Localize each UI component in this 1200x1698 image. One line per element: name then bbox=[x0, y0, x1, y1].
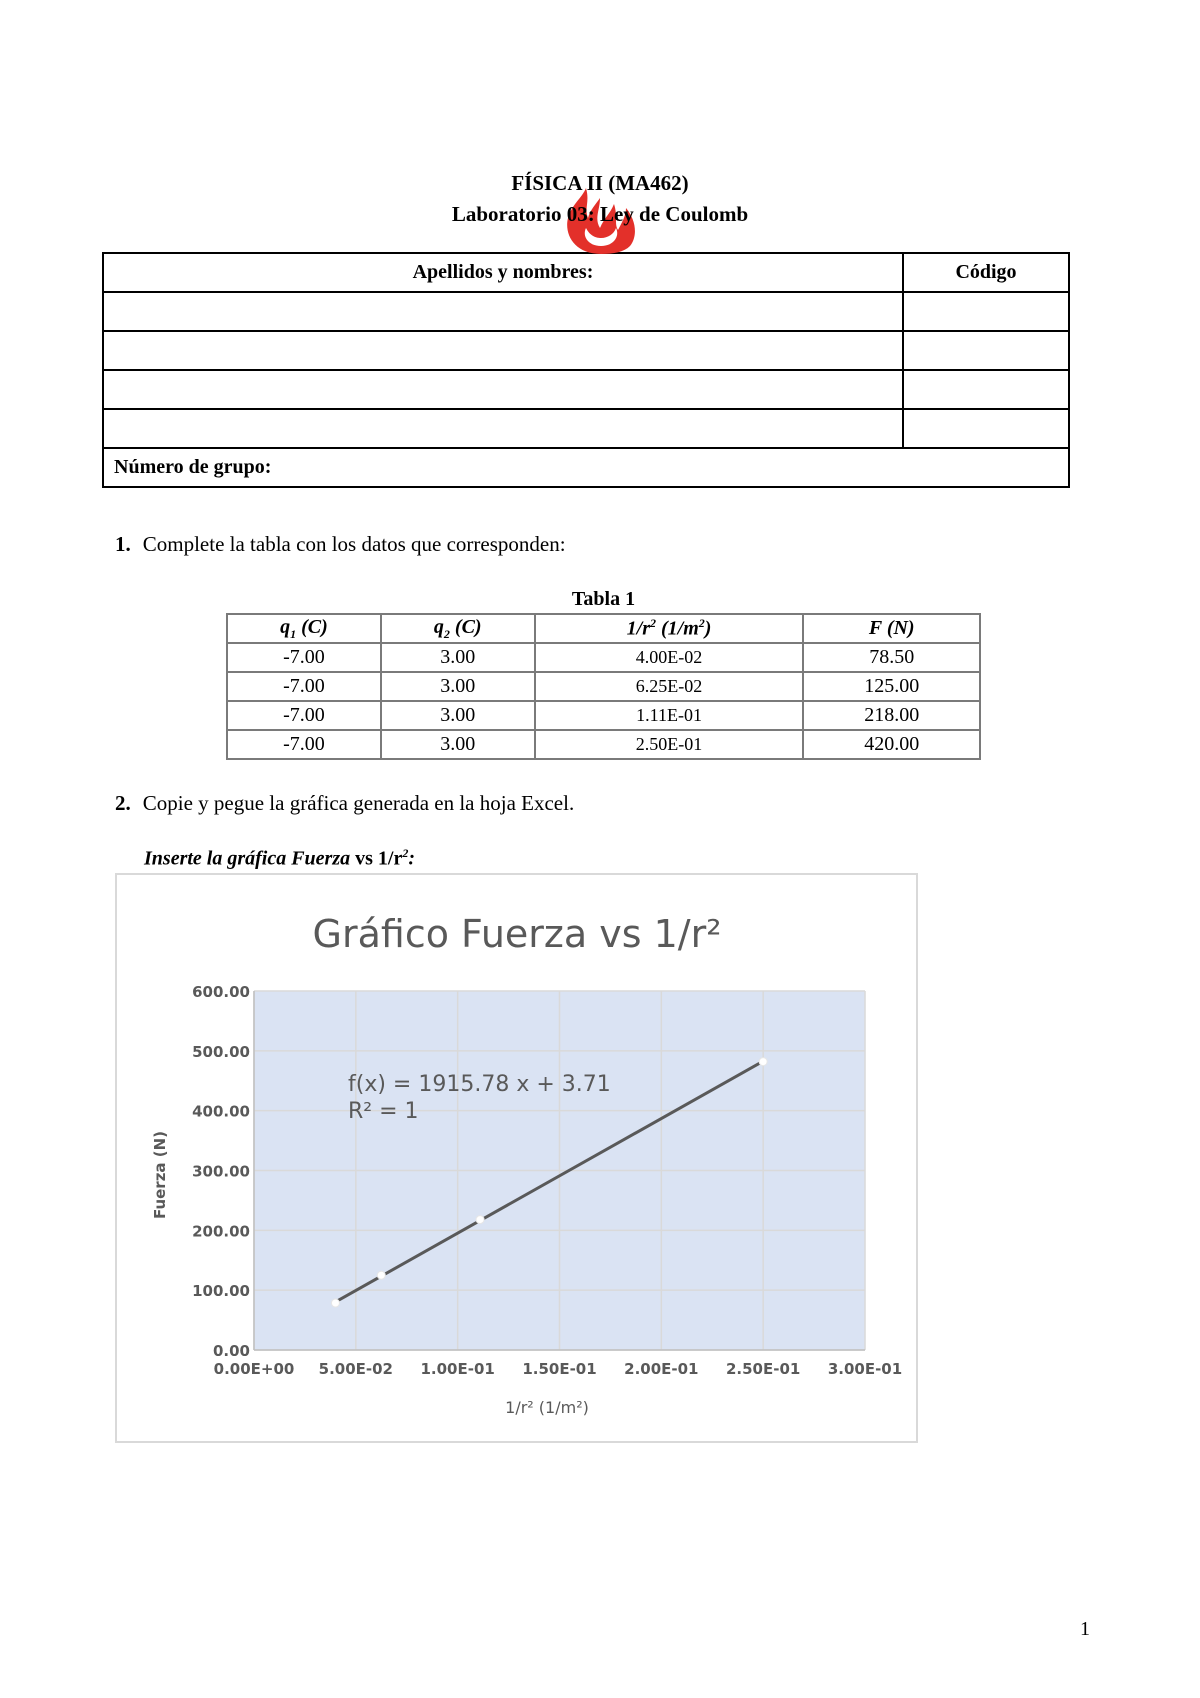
question-1-number: 1. bbox=[115, 532, 131, 556]
question-2 bbox=[115, 791, 574, 816]
inverse-r2-cell: 1.11E-01 bbox=[535, 701, 804, 730]
trendline-equation: f(x) = 1915.78 x + 3.71 bbox=[348, 1072, 611, 1097]
x-tick-label: 0.00E+00 bbox=[213, 1360, 295, 1378]
table-row bbox=[227, 730, 980, 759]
student-code-cell[interactable] bbox=[903, 292, 1069, 331]
student-name-cell[interactable] bbox=[103, 370, 903, 409]
lab-title: Laboratorio 03: Ley de Coulomb bbox=[451, 202, 749, 226]
student-code-cell[interactable] bbox=[903, 409, 1069, 448]
q1-cell: -7.00 bbox=[227, 701, 381, 730]
question-2-text: Copie y pegue la gráfica generada en la hoja Excel. bbox=[142, 791, 575, 815]
data-point bbox=[759, 1058, 767, 1066]
q1-header: $q_1$ (C) bbox=[227, 614, 381, 643]
question-2-number: 2. bbox=[115, 791, 131, 815]
y-tick-label: 500.00 bbox=[192, 1042, 250, 1061]
x-tick-label: 5.00E-02 bbox=[318, 1360, 394, 1378]
x-tick-label: 1.00E-01 bbox=[420, 1360, 495, 1378]
student-name-cell[interactable] bbox=[103, 409, 903, 448]
x-tick-label: 2.00E-01 bbox=[624, 1360, 699, 1378]
q1-cell: -7.00 bbox=[227, 672, 381, 701]
y-tick-label: 400.00 bbox=[192, 1102, 250, 1121]
force-chart-svg bbox=[117, 875, 916, 1441]
student-code-cell[interactable] bbox=[903, 370, 1069, 409]
force-cell: 125.00 bbox=[803, 672, 980, 701]
r-squared-label: R² = 1 bbox=[348, 1099, 419, 1124]
x-tick-label: 3.00E-01 bbox=[827, 1360, 903, 1378]
page-header bbox=[0, 168, 1200, 230]
student-name-cell[interactable] bbox=[103, 292, 903, 331]
page-number: 1 bbox=[1080, 1618, 1090, 1640]
q2-header: $q_2$ (C) bbox=[381, 614, 535, 643]
names-header: Apellidos y nombres: bbox=[103, 253, 903, 292]
group-number-label: Número de grupo: bbox=[103, 448, 1069, 487]
q2-cell: 3.00 bbox=[381, 643, 535, 672]
inverse-r2-cell: 6.25E-02 bbox=[535, 672, 804, 701]
force-chart bbox=[115, 873, 918, 1443]
students-table bbox=[102, 252, 1070, 488]
force-header: F (N) bbox=[803, 614, 980, 643]
table-row bbox=[227, 672, 980, 701]
student-code-cell[interactable] bbox=[903, 331, 1069, 370]
x-tick-label: 1.50E-01 bbox=[522, 1360, 597, 1378]
student-row bbox=[103, 292, 1069, 331]
inverse-r2-cell: 4.00E-02 bbox=[535, 643, 804, 672]
y-tick-label: 100.00 bbox=[192, 1282, 250, 1301]
data-point bbox=[331, 1299, 339, 1307]
q2-cell: 3.00 bbox=[381, 730, 535, 759]
insert-chart-instruction: Inserte la gráfica Fuerza vs $1/r^2$: bbox=[144, 846, 416, 870]
inverse-r2-header: $1/r^2$ $(1/m^2)$ bbox=[535, 614, 804, 643]
y-tick-label: 200.00 bbox=[192, 1222, 250, 1241]
student-row bbox=[103, 409, 1069, 448]
q1-cell: -7.00 bbox=[227, 643, 381, 672]
student-row bbox=[103, 331, 1069, 370]
force-cell: 78.50 bbox=[803, 643, 980, 672]
q2-cell: 3.00 bbox=[381, 672, 535, 701]
q2-cell: 3.00 bbox=[381, 701, 535, 730]
inverse-r2-cell: 2.50E-01 bbox=[535, 730, 804, 759]
y-tick-label: 600.00 bbox=[192, 983, 250, 1001]
x-axis-label: 1/r² (1/m²) bbox=[505, 1398, 589, 1417]
student-row bbox=[103, 370, 1069, 409]
y-tick-label: 300.00 bbox=[192, 1162, 250, 1181]
data-table bbox=[226, 613, 981, 760]
y-axis-label: Fuerza (N) bbox=[151, 1130, 169, 1220]
force-cell: 218.00 bbox=[803, 701, 980, 730]
x-tick-label: 2.50E-01 bbox=[725, 1360, 801, 1378]
y-tick-label: 0.00 bbox=[212, 1342, 250, 1360]
course-title: FÍSICA II (MA462) bbox=[511, 171, 689, 195]
table-caption: Tabla 1 bbox=[571, 588, 636, 610]
q1-cell: -7.00 bbox=[227, 730, 381, 759]
force-cell: 420.00 bbox=[803, 730, 980, 759]
student-name-cell[interactable] bbox=[103, 331, 903, 370]
data-point bbox=[476, 1216, 484, 1224]
question-1-text: Complete la tabla con los datos que corresponden: bbox=[142, 532, 566, 556]
chart-title: Gráfico Fuerza vs 1/r² bbox=[312, 912, 722, 956]
code-header: Código bbox=[903, 253, 1069, 292]
table-row bbox=[227, 643, 980, 672]
table-row bbox=[227, 701, 980, 730]
data-point bbox=[377, 1271, 385, 1279]
question-1 bbox=[115, 532, 566, 557]
